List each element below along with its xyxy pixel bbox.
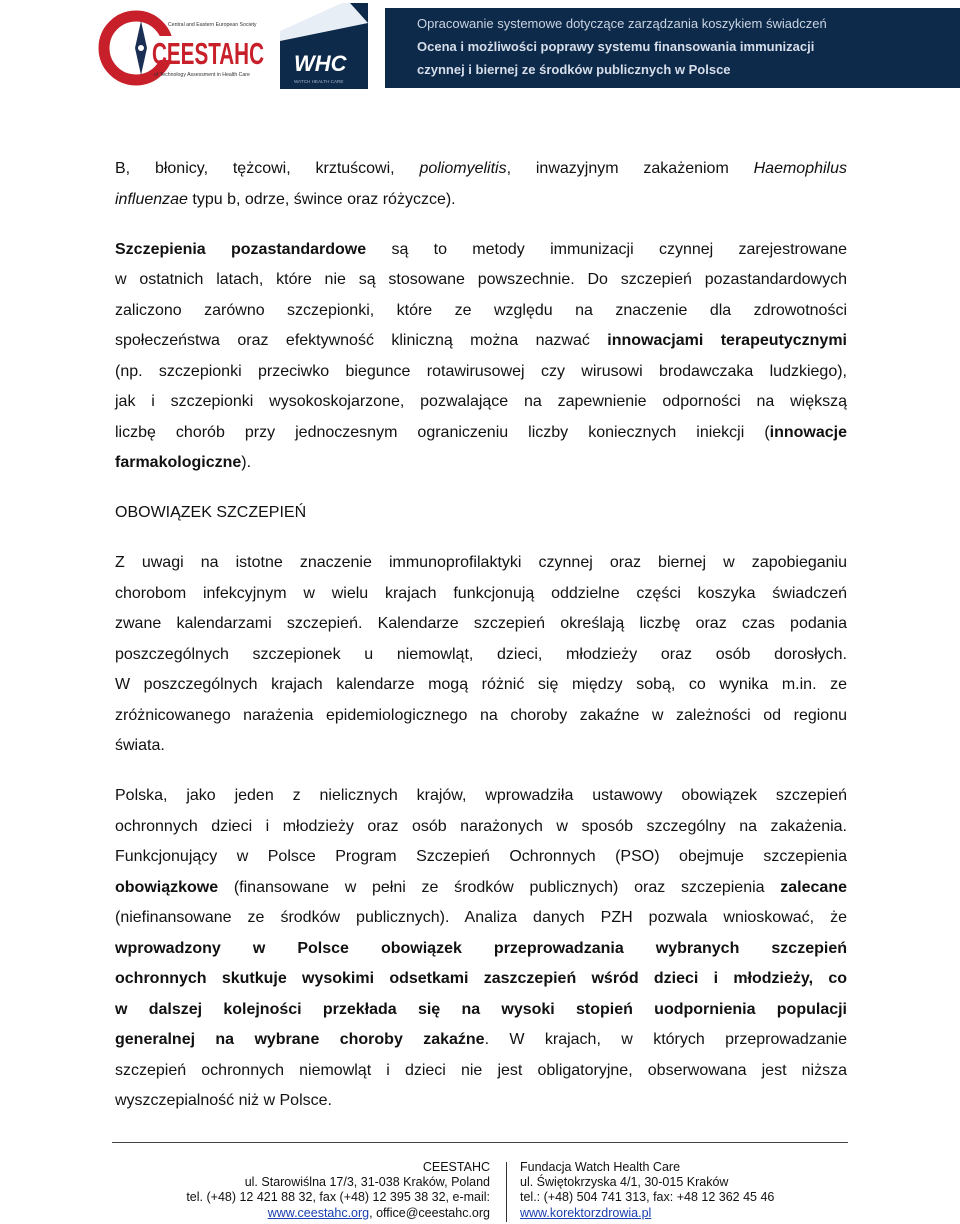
text-line: Funkcjonujący w Polsce Program Szczepień Ochronnych (PSO) obejmuje szczepienia	[115, 848, 847, 865]
footer-whc-phone: tel.: (+48) 504 741 313, fax: +48 12 362 45 46	[520, 1190, 775, 1205]
text-line: W poszczególnych krajach kalendarze mogą różnić się między sobą, co wynika m.in. ze	[115, 676, 847, 693]
paragraph-4	[115, 781, 847, 1117]
footer-column-separator	[506, 1162, 507, 1222]
ceestahc-logo-wordmark: CEESTAHC	[152, 36, 264, 71]
text-line: ochronnych skutkuje wysokimi odsetkami zaszczepień wśród dzieci i młodzieży, co	[115, 970, 847, 987]
text-line: zwane kalendarzami szczepień. Kalendarze szczepień określają liczbę oraz czas podania	[115, 615, 847, 632]
text-line: chorobom infekcyjnym w wielu krajach funkcjonują oddzielne części koszyka świadczeń	[115, 584, 847, 602]
whc-logo-wordmark: WHC	[294, 51, 347, 76]
text-line: społeczeństwa oraz efektywność kliniczną można nazwać innowacjami terapeutycznymi	[115, 332, 847, 349]
text-line: liczbę chorób przy jednoczesnym ograniczeniu liczby koniecznych iniekcji (innowacje	[115, 423, 847, 441]
header-line-1: Opracowanie systemowe dotyczące zarządzania koszykiem świadczeń	[417, 16, 827, 31]
text-line: wprowadzony w Polsce obowiązek przeprowadzania wybranych szczepień	[115, 939, 847, 957]
text-line: farmakologiczne).	[115, 454, 252, 471]
header-line-3: czynnej i biernej ze środków publicznych w Polsce	[417, 62, 731, 77]
section-heading: OBOWIĄZEK SZCZEPIEŃ	[115, 504, 307, 521]
header-line-2: Ocena i możliwości poprawy systemu finansowania immunizacji	[417, 39, 815, 54]
text-line: ochronnych dzieci i młodzieży oraz osób narażonych w sposób szczególny na zakażenia.	[115, 817, 847, 835]
text-line: zróżnicowanego narażenia epidemiologicznego na choroby zakaźne w zależności od regionu	[115, 706, 847, 724]
text-line: B, błonicy, tężcowi, krztuścowi, poliomyelitis, inwazyjnym zakażeniom Haemophilus	[115, 160, 847, 177]
footer-whc-website-link[interactable]: www.korektorzdrowia.pl	[520, 1205, 652, 1220]
footer-ceestahc-name: CEESTAHC	[422, 1160, 490, 1174]
text-line: szczepień ochronnych niemowląt i dzieci nie jest obligatoryjne, obserwowana jest niższa	[115, 1061, 847, 1079]
text-line: influenzae typu b, odrze, śwince oraz różyczce).	[115, 190, 456, 208]
header-band	[385, 8, 960, 88]
text-line: obowiązkowe (finansowane w pełni ze środków publicznych) oraz szczepienia zalecane	[115, 878, 847, 896]
footer-whc-contact	[520, 1160, 774, 1221]
ceestahc-logo-small-line1: Central and Eastern European Society	[168, 22, 257, 28]
ceestahc-logo	[96, 6, 271, 88]
text-line: Polska, jako jeden z nielicznych krajów, wprowadziła ustawowy obowiązek szczepień	[115, 787, 847, 804]
footer-ceestahc-web-line: www.ceestahc.org, office@ceestahc.org	[267, 1205, 490, 1220]
text-line: świata.	[115, 737, 165, 754]
footer-ceestahc-phone: tel. (+48) 12 421 88 32, fax (+48) 12 395 38 32, e-mail:	[186, 1190, 490, 1205]
footer-ceestahc-contact	[186, 1160, 490, 1221]
text-line: zaliczono zarówno szczepionki, które ze względu na znaczenie dla zdrowotności	[115, 301, 847, 319]
footer-divider	[112, 1142, 848, 1143]
text-line: (np. szczepionki przeciwko biegunce rotawirusowej czy wirusowi brodawczaka ludzkiego),	[115, 362, 847, 380]
text-line: generalnej na wybrane choroby zakaźne. W krajach, w których przeprowadzanie	[115, 1031, 847, 1048]
text-line: jak i szczepionki wysokoskojarzone, pozwalające na zapewnienie odporności na większą	[115, 393, 847, 410]
text-line: Z uwagi na istotne znaczenie immunoprofilaktyki czynnej oraz biernej w zapobieganiu	[115, 554, 847, 571]
footer-ceestahc-address: ul. Starowiślna 17/3, 31-038 Kraków, Poland	[244, 1175, 490, 1190]
paragraph-2	[115, 235, 847, 479]
document-body	[115, 154, 847, 1136]
footer-ceestahc-website-link[interactable]: www.ceestahc.org	[267, 1205, 370, 1220]
paragraph-1	[115, 154, 847, 215]
paragraph-3	[115, 548, 847, 762]
whc-logo	[280, 3, 370, 89]
footer-whc-name: Fundacja Watch Health Care	[520, 1160, 681, 1174]
text-line: w dalszej kolejności przekłada się na wysoki stopień uodpornienia populacji	[115, 1000, 847, 1018]
text-line: Szczepienia pozastandardowe są to metody immunizacji czynnej zarejestrowane	[115, 240, 847, 258]
ceestahc-logo-small-line2: of Technology Assessment in Health Care	[154, 72, 250, 78]
footer-ceestahc-email[interactable]: office@ceestahc.org	[376, 1205, 490, 1220]
footer-whc-address: ul. Świętokrzyska 4/1, 30-015 Kraków	[520, 1175, 729, 1190]
page-header	[0, 0, 960, 90]
whc-logo-sub: WATCH HEALTH CARE	[294, 79, 344, 84]
text-line: wyszczepialność niż w Polsce.	[115, 1092, 332, 1109]
text-line: poszczególnych szczepionek u niemowląt, dzieci, młodzieży oraz osób dorosłych.	[115, 645, 847, 663]
text-line: w ostatnich latach, które nie są stosowane powszechnie. Do szczepień pozastandardowych	[115, 271, 847, 288]
text-line: (niefinansowane ze środków publicznych). Analiza danych PZH pozwala wnioskować, że	[115, 909, 847, 926]
